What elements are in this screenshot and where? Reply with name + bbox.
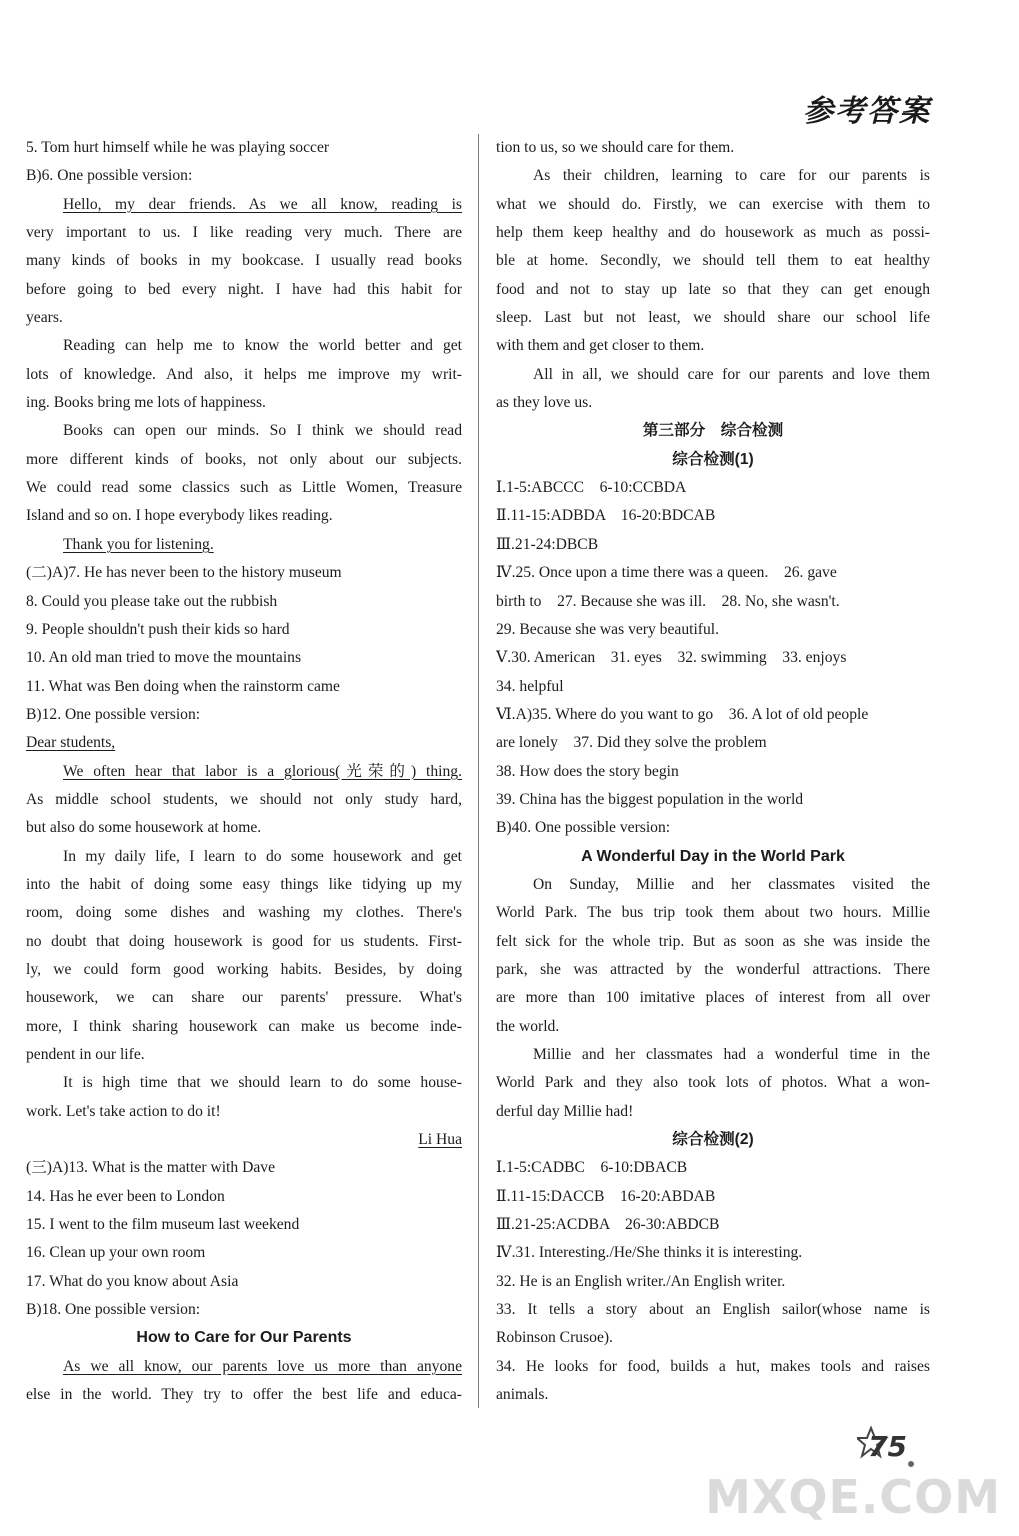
text-line: Hello, my dear friends. As we all know, reading is <box>63 195 462 213</box>
text-line: Reading can help me to know the world better and get <box>63 337 462 355</box>
text-line: no doubt that doing housework is good for us students. First- <box>26 932 462 950</box>
text-line: Ⅰ.1-5:CADBC 6-10:DBACB <box>496 1159 688 1177</box>
text-line: park, she was attracted by the wonderful attractions. There <box>496 960 930 978</box>
text-line: animals. <box>496 1386 549 1404</box>
text-line: but also do some housework at home. <box>26 819 262 837</box>
text-line: 15. I went to the film museum last weekend <box>26 1216 300 1234</box>
text-line: Ⅲ.21-24:DBCB <box>496 535 599 553</box>
left-column <box>26 134 462 1409</box>
text-line: ly, we could form good working habits. Besides, by doing <box>26 960 462 978</box>
text-line: sleep. Last but not least, we should share our school life <box>496 309 930 327</box>
text-line: felt sick for the whole trip. But as soon as she was inside the <box>496 932 930 950</box>
text-line: As we all know, our parents love us more than anyone <box>63 1357 462 1375</box>
text-line: many kinds of books in my bookcase. I usually read books <box>26 252 462 270</box>
watermark: MXQE.COM <box>705 1470 1001 1524</box>
text-line: Ⅳ.25. Once upon a time there was a queen. 26. gave <box>496 564 837 582</box>
text-line: B)40. One possible version: <box>496 819 671 837</box>
text-line: pendent in our life. <box>26 1046 145 1063</box>
text-line: are more than 100 imitative places of interest from all over <box>496 989 930 1007</box>
text-line: Thank you for listening. <box>63 535 214 553</box>
text-line: B)6. One possible version: <box>26 167 193 185</box>
text-line: housework, we can share our parents' pressure. What's <box>26 989 462 1007</box>
text-line: lots of knowledge. And also, it helps me improve my writ- <box>26 365 462 383</box>
text-line: tion to us, so we should care for them. <box>496 139 735 156</box>
text-line: 14. Has he ever been to London <box>26 1187 225 1205</box>
text-line: World Park and they also took lots of photos. What a won- <box>496 1074 930 1092</box>
text-line: World Park. The bus trip took them about two hours. Millie <box>496 904 930 922</box>
text-line: We often hear that labor is a glorious(光荣的) thing. <box>63 762 462 780</box>
text-line: the world. <box>496 1017 560 1035</box>
text-line: Ⅵ.A)35. Where do you want to go 36. A lot of old people <box>496 705 869 723</box>
text-line: 综合检测(1) <box>672 450 754 468</box>
text-line: As middle school students, we should not only study hard, <box>26 790 462 808</box>
text-line: 第三部分 综合检测 <box>642 422 784 440</box>
text-line: 34. He looks for food, builds a hut, makes tools and raises <box>496 1357 930 1375</box>
text-line: into the habit of doing some easy things like tidying up my <box>26 875 462 893</box>
page-header-title: 参考答案 <box>803 94 931 129</box>
text-line: As their children, learning to care for our parents is <box>533 167 930 185</box>
text-line: 16. Clean up your own room <box>26 1244 206 1262</box>
text-line: 10. An old man tried to move the mountains <box>26 649 302 667</box>
text-line: years. <box>26 309 63 327</box>
text-line: very important to us. I like reading very much. There are <box>26 224 462 242</box>
text-line: 11. What was Ben doing when the rainstorm came <box>26 677 340 695</box>
text-line: We could read some classics such as Little Women, Treasure <box>26 479 462 497</box>
text-line: else in the world. They try to offer the best life and educa- <box>26 1386 462 1404</box>
text-line: what we should do. Firstly, we can exercise with them to <box>496 195 930 213</box>
text-line: derful day Millie had! <box>496 1102 634 1120</box>
text-line: 34. helpful <box>496 677 564 695</box>
column-divider <box>478 134 479 1408</box>
text-line: Ⅱ.11-15:ADBDA 16-20:BDCAB <box>496 507 716 525</box>
text-line: 17. What do you know about Asia <box>26 1272 239 1290</box>
text-line: more, I think sharing housework can make us become inde- <box>26 1017 462 1035</box>
text-line: with them and get closer to them. <box>496 337 705 355</box>
text-line: before going to bed every night. I have had this habit for <box>26 280 462 298</box>
text-line: How to Care for Our Parents <box>136 1329 352 1347</box>
text-line: B)12. One possible version: <box>26 705 201 723</box>
right-column <box>496 134 930 1409</box>
text-line: 29. Because she was very beautiful. <box>496 620 720 638</box>
text-line: Dear students, <box>26 734 116 752</box>
page-number: 75 <box>868 1430 907 1463</box>
text-line: Li Hua <box>418 1131 462 1149</box>
text-line: 综合检测(2) <box>672 1131 754 1149</box>
text-line: ing. Books bring me lots of happiness. <box>26 394 266 412</box>
text-line: Ⅴ.30. American 31. eyes 32. swimming 33. enjoys <box>496 649 847 667</box>
text-line: On Sunday, Millie and her classmates visited the <box>533 875 930 893</box>
text-line: 32. He is an English writer./An English writer. <box>496 1272 786 1290</box>
text-line: more different kinds of books, not only about our subjects. <box>26 450 462 468</box>
text-line: Ⅳ.31. Interesting./He/She thinks it is interesting. <box>496 1244 803 1262</box>
text-line: A Wonderful Day in the World Park <box>581 847 845 865</box>
text-line: ble at home. Secondly, we should tell them to eat healthy <box>496 252 930 270</box>
text-line: In my daily life, I learn to do some housework and get <box>63 847 462 865</box>
text-line: Books can open our minds. So I think we should read <box>63 422 462 440</box>
text-line: as they love us. <box>496 394 593 412</box>
text-line: All in all, we should care for our parents and love them <box>533 365 930 383</box>
text-line: 5. Tom hurt himself while he was playing soccer <box>26 139 330 156</box>
text-line: room, doing some dishes and washing my clothes. There's <box>26 904 462 922</box>
text-line: 38. How does the story begin <box>496 762 679 780</box>
text-line: Ⅰ.1-5:ABCCC 6-10:CCBDA <box>496 479 687 497</box>
text-line: Ⅲ.21-25:ACDBA 26-30:ABDCB <box>496 1216 720 1234</box>
text-line: help them keep healthy and do housework as much as possi- <box>496 224 930 242</box>
text-line: work. Let's take action to do it! <box>26 1102 221 1120</box>
text-line: birth to 27. Because she was ill. 28. No, she wasn't. <box>496 592 840 610</box>
text-line: 8. Could you please take out the rubbish <box>26 592 278 610</box>
text-line: Robinson Crusoe). <box>496 1329 613 1347</box>
text-line: 33. It tells a story about an English sailor(whose name is <box>496 1301 930 1319</box>
text-line: 39. China has the biggest population in the world <box>496 790 804 808</box>
text-line: Island and so on. I hope everybody likes reading. <box>26 507 333 525</box>
text-line: (二)A)7. He has never been to the history museum <box>26 564 342 582</box>
text-line: food and not to stay up late so that they can get enough <box>496 280 930 298</box>
text-line: (三)A)13. What is the matter with Dave <box>26 1159 275 1177</box>
text-line: 9. People shouldn't push their kids so hard <box>26 620 290 638</box>
text-line: Millie and her classmates had a wonderful time in the <box>533 1046 930 1063</box>
text-line: Ⅱ.11-15:DACCB 16-20:ABDAB <box>496 1187 716 1205</box>
text-line: B)18. One possible version: <box>26 1301 201 1319</box>
text-line: are lonely 37. Did they solve the problem <box>496 734 767 752</box>
text-line: It is high time that we should learn to do some house- <box>63 1074 462 1092</box>
